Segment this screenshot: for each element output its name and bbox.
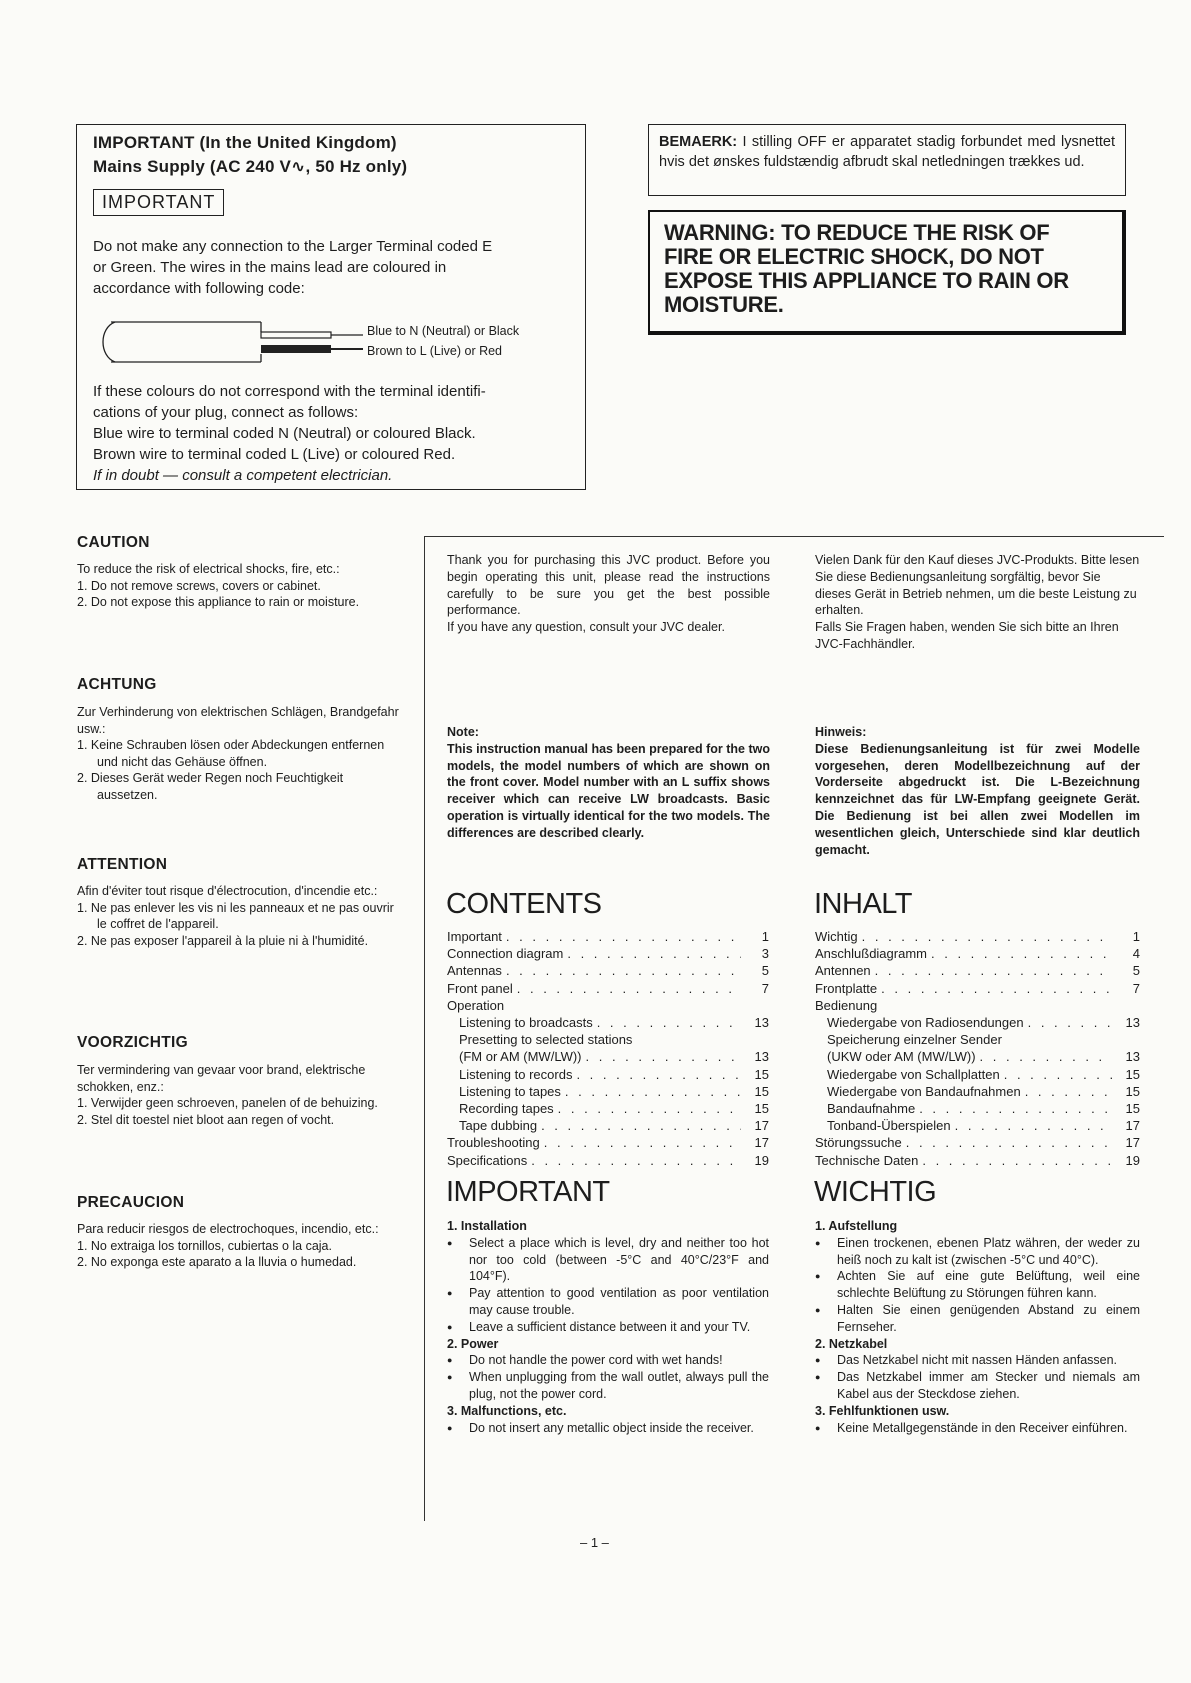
- toc-row[interactable]: Wichtig . . . 1: [815, 928, 1140, 945]
- toc-row[interactable]: Specifications . . . 19: [447, 1152, 769, 1169]
- en-installation-heading: 1. Installation: [447, 1219, 527, 1233]
- toc-row[interactable]: Wiedergabe von Schallplatten . . . 15: [815, 1066, 1140, 1083]
- toc-row[interactable]: Front panel . . . 7: [447, 980, 769, 997]
- uk-para1-line2: or Green. The wires in the mains lead are coloured in: [93, 259, 447, 276]
- voorzichtig-heading: VOORZICHTIG: [77, 1034, 188, 1051]
- precaucion-item-2: 2. No exponga este aparato a la lluvia o humedad.: [77, 1255, 357, 1269]
- en-bullet: ● Select a place which is level, dry and neither too hot nor too cold (between -5°C and 40°C/23°F and 104°F).: [447, 1235, 769, 1285]
- inhalt-heading: INHALT: [814, 888, 912, 920]
- toc-row: Speicherung einzelner Sender: [827, 1032, 1002, 1048]
- toc-row[interactable]: Listening to tapes . . . 15: [447, 1083, 769, 1100]
- toc-row: Bedienung: [815, 997, 878, 1013]
- precaucion-intro: Para reducir riesgos de electrochoques, incendio, etc.:: [77, 1222, 379, 1236]
- precaucion-text: [77, 1221, 402, 1271]
- en-note: [447, 724, 770, 842]
- de-note-text: Diese Bedienungsanleitung ist für zwei Modelle vorgesehen, deren Modellbezeichnung auf der Vorderseite abgedruckt ist. Die L-Bezeichnung kennzeichnet das für LW-Empfang geeignete Gerät. Die Bedienung ist bei allen zwei Modellen im wesentlichen gleich, Unterschiede sind klar deutlich gemacht.: [815, 741, 1140, 857]
- toc-row[interactable]: Tape dubbing . . . 17: [447, 1117, 769, 1134]
- toc-row[interactable]: Wiedergabe von Bandaufnahmen . . . 15: [815, 1083, 1140, 1100]
- de-thanks-dealer: Falls Sie Fragen haben, wenden Sie sich bitte an Ihren JVC-Fachhändler.: [815, 620, 1119, 651]
- toc-row: Operation: [447, 997, 505, 1013]
- danish-label: BEMAERK:: [659, 134, 738, 150]
- toc-row[interactable]: (FM or AM (MW/LW)) . . . 13: [447, 1048, 769, 1065]
- en-malfunctions-heading: 3. Malfunctions, etc.: [447, 1403, 567, 1418]
- important-heading: IMPORTANT: [446, 1176, 610, 1208]
- voorzichtig-intro: Ter vermindering van gevaar voor brand, elektrische schokken, enz.:: [77, 1063, 366, 1094]
- achtung-intro: Zur Verhinderung von elektrischen Schlägen, Brandgefahr usw.:: [77, 705, 399, 736]
- attention-intro: Afin d'éviter tout risque d'électrocution, d'incendie etc.:: [77, 884, 378, 898]
- caution-item-1: 1. Do not remove screws, covers or cabinet.: [77, 578, 321, 593]
- de-toc: [815, 928, 1140, 1169]
- de-bullet: ● Einen trockenen, ebenen Platz währen, der weder zu heiß noch zu kalt ist (zwischen -5°C und 40°C).: [815, 1235, 1140, 1269]
- uk-important-badge: IMPORTANT: [93, 189, 224, 216]
- caution-item-2: 2. Do not expose this appliance to rain or moisture.: [77, 595, 360, 609]
- achtung-item-1: 1. Keine Schrauben lösen oder Abdeckungen entfernen und nicht das Gehäuse öffnen.: [77, 738, 385, 769]
- en-bullet: ● Do not insert any metallic object inside the receiver.: [447, 1420, 769, 1437]
- en-bullet: ● Leave a sufficient distance between it and your TV.: [447, 1319, 769, 1336]
- toc-row[interactable]: Frontplatte . . . 7: [815, 980, 1140, 997]
- achtung-text: [77, 704, 402, 803]
- attention-item-1: 1. Ne pas enlever les vis ni les panneaux et ne pas ouvrir le coffret de l'appareil.: [77, 900, 394, 931]
- en-thanks-text: Thank you for purchasing this JVC product. Before you begin operating this unit, please read the instructions carefully to be sure you get the best possible performance.: [447, 553, 770, 618]
- attention-text: [77, 883, 402, 949]
- de-fehlfunktionen-heading: 3. Fehlfunktionen usw.: [815, 1403, 950, 1418]
- achtung-item-2: 2. Dieses Gerät weder Regen noch Feuchtigkeit aussetzen.: [77, 771, 344, 802]
- toc-row[interactable]: Connection diagram . . . 3: [447, 945, 769, 962]
- de-bullet: ● Keine Metallgegenstände in den Receiver einführen.: [815, 1420, 1140, 1437]
- caution-text: [77, 561, 402, 611]
- toc-row[interactable]: (UKW oder AM (MW/LW)) . . . 13: [815, 1048, 1140, 1065]
- warning-line3: EXPOSE THIS APPLIANCE TO RAIN OR: [664, 268, 1069, 293]
- danish-text: I stilling OFF er apparatet stadig forbundet med lysnettet hvis det ønskes fuldstændig afbrudt skal netledningen trækkes ud.: [659, 134, 1115, 170]
- precaucion-heading: PRECAUCION: [77, 1194, 185, 1211]
- en-bullet: ● Pay attention to good ventilation as poor ventilation may cause trouble.: [447, 1285, 769, 1319]
- en-power-heading: 2. Power: [447, 1336, 499, 1351]
- caution-heading: CAUTION: [77, 534, 150, 551]
- toc-row[interactable]: Wiedergabe von Radiosendungen . . . 13: [815, 1014, 1140, 1031]
- de-aufstellung-heading: 1. Aufstellung: [815, 1219, 898, 1233]
- attention-item-2: 2. Ne pas exposer l'appareil à la pluie ni à l'humidité.: [77, 933, 369, 948]
- de-note-heading: Hinweis:: [815, 725, 867, 739]
- en-bullet: ● Do not handle the power cord with wet hands!: [447, 1352, 769, 1369]
- toc-row[interactable]: Störungssuche . . . 17: [815, 1134, 1140, 1151]
- en-note-heading: Note:: [447, 725, 479, 739]
- en-thanks-dealer: If you have any question, consult your JVC dealer.: [447, 620, 725, 635]
- wichtig-heading: WICHTIG: [814, 1176, 937, 1208]
- warning-box: [648, 210, 1126, 335]
- uk-mains-supply: Mains Supply (AC 240 V∿, 50 Hz only): [93, 157, 408, 176]
- de-bullet: ● Achten Sie auf eine gute Belüftung, weil eine schlechte Belüftung zu Störungen führen kann.: [815, 1268, 1140, 1302]
- toc-row[interactable]: Bandaufnahme . . . 15: [815, 1100, 1140, 1117]
- uk-para1-line3: accordance with following code:: [93, 280, 305, 297]
- en-toc: [447, 928, 769, 1169]
- uk-important-box: [76, 124, 586, 490]
- voorzichtig-item-1: 1. Verwijder geen schroeven, panelen of de behuizing.: [77, 1096, 378, 1110]
- de-bullet: ● Das Netzkabel nicht mit nassen Händen anfassen.: [815, 1352, 1140, 1369]
- uk-para1-line1: Do not make any connection to the Larger Terminal coded E: [93, 238, 493, 255]
- uk-consult-electrician: If in doubt — consult a competent electrician.: [93, 467, 393, 484]
- de-bullet: ● Das Netzkabel immer am Stecker und niemals am Kabel aus der Steckdose ziehen.: [815, 1369, 1140, 1403]
- caution-intro: To reduce the risk of electrical shocks, fire, etc.:: [77, 562, 340, 576]
- contents-heading: CONTENTS: [446, 888, 602, 920]
- en-thanks: [447, 552, 770, 636]
- uk-para2-line3: Blue wire to terminal coded N (Neutral) or coloured Black.: [93, 425, 476, 442]
- uk-para2-line4: Brown wire to terminal coded L (Live) or coloured Red.: [93, 446, 456, 463]
- de-important-list: [815, 1218, 1140, 1436]
- en-important-list: [447, 1218, 769, 1436]
- toc-row[interactable]: Anschlußdiagramm . . . 4: [815, 945, 1140, 962]
- precaucion-item-1: 1. No extraiga los tornillos, cubiertas o la caja.: [77, 1238, 332, 1253]
- toc-row[interactable]: Troubleshooting . . . 17: [447, 1134, 769, 1151]
- en-note-text: This instruction manual has been prepared for the two models, the model numbers of which are shown on the front cover. Model number with an L suffix shows receiver which can receive LW broadcasts. Basic operation is virtually identical for the two models. The differences are described clearly.: [447, 741, 770, 840]
- mains-lead-diagram: [91, 318, 366, 366]
- toc-row[interactable]: Tonband-Überspielen . . . 17: [815, 1117, 1140, 1134]
- voorzichtig-text: [77, 1062, 402, 1128]
- toc-row[interactable]: Important . . . 1: [447, 928, 769, 945]
- warning-line4: MOISTURE.: [664, 292, 784, 317]
- attention-heading: ATTENTION: [77, 856, 168, 873]
- toc-row: Presetting to selected stations: [459, 1032, 633, 1048]
- de-note: [815, 724, 1140, 858]
- frame-top-rule: [424, 536, 1164, 537]
- toc-row[interactable]: Recording tapes . . . 15: [447, 1100, 769, 1117]
- toc-row[interactable]: Listening to records . . . 15: [447, 1066, 769, 1083]
- toc-row[interactable]: Antennen . . . 5: [815, 962, 1140, 979]
- de-thanks: [815, 552, 1140, 653]
- warning-line2: FIRE OR ELECTRIC SHOCK, DO NOT: [664, 244, 1044, 269]
- de-netzkabel-heading: 2. Netzkabel: [815, 1336, 888, 1351]
- en-bullet: ● When unplugging from the wall outlet, always pull the plug, not the power cord.: [447, 1369, 769, 1403]
- voorzichtig-item-2: 2. Stel dit toestel niet bloot aan regen of vocht.: [77, 1112, 335, 1127]
- warning-line1: WARNING: TO REDUCE THE RISK OF: [664, 220, 1050, 245]
- achtung-heading: ACHTUNG: [77, 676, 157, 693]
- wire-blue-label: Blue to N (Neutral) or Black: [367, 324, 520, 338]
- page-number: – 1 –: [580, 1535, 609, 1550]
- uk-para2-line2: cations of your plug, connect as follows:: [93, 404, 359, 421]
- toc-row[interactable]: Listening to broadcasts . . . 13: [447, 1014, 769, 1031]
- toc-row[interactable]: Technische Daten . . . 19: [815, 1152, 1140, 1169]
- de-thanks-text: Vielen Dank für den Kauf dieses JVC-Produkts. Bitte lesen Sie diese Bedienungsanleitung sorgfältig, bevor Sie dieses Gerät in Betrieb nehmen, um die beste Leistung zu erhalten.: [815, 553, 1140, 618]
- toc-row[interactable]: Antennas . . . 5: [447, 962, 769, 979]
- wire-brown-label: Brown to L (Live) or Red: [367, 344, 503, 358]
- de-bullet: ● Halten Sie einen genügenden Abstand zu einem Fernseher.: [815, 1302, 1140, 1336]
- uk-title: IMPORTANT (In the United Kingdom): [93, 133, 397, 152]
- danish-note-box: [648, 124, 1126, 196]
- uk-para2-line1: If these colours do not correspond with the terminal identifi-: [93, 383, 486, 400]
- frame-left-rule: [424, 536, 425, 1521]
